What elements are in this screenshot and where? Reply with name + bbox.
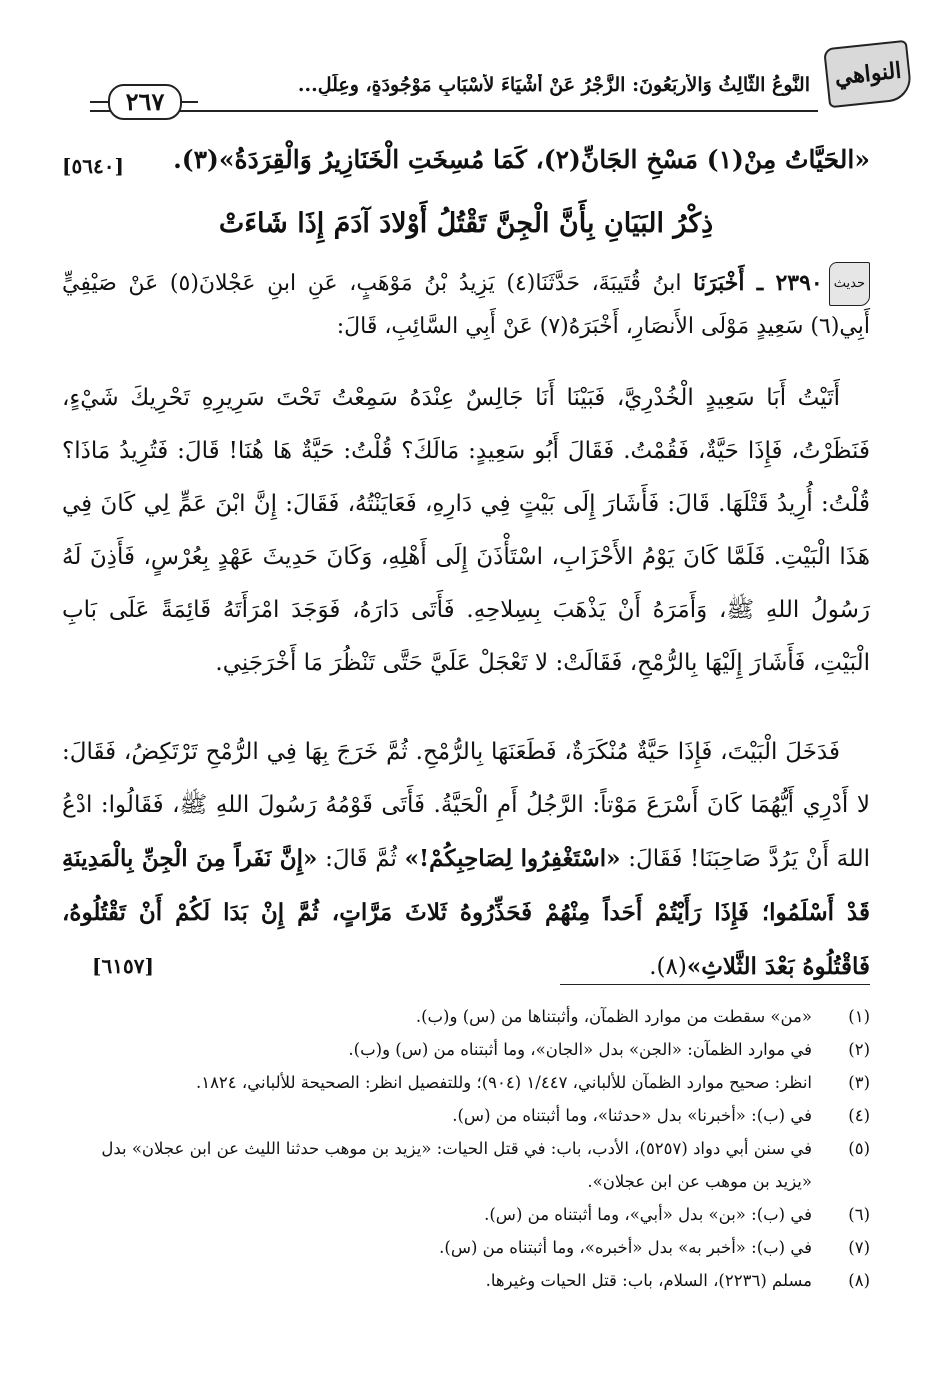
footnote-number: (٨)	[848, 1271, 870, 1290]
p2-reference: [٦١٥٧]	[92, 954, 154, 978]
footnote-number: (٢)	[848, 1040, 870, 1059]
hadith-number: ٢٣٩٠ ـ أَخْبَرَنَا	[693, 270, 823, 296]
footnote	[62, 1000, 870, 1033]
footnote-number: (٧)	[848, 1238, 870, 1257]
running-title: النَّوعُ الثَّالِثُ وَالأَربَعُونَ: الزَّجْرُ عَنْ أَشْيَاءَ لأسْبَابٍ مَوْجُودَةٍ، وعِلَلٍ...	[297, 74, 810, 96]
p2-bold-quote-1: «اسْتَغْفِرُوا لِصَاحِبِكُمْ!»	[404, 845, 621, 872]
footnote	[62, 1132, 870, 1198]
footnote-number: (٣)	[848, 1073, 870, 1092]
quote-reference: [٥٦٤٠]	[62, 154, 124, 178]
quote-line	[62, 140, 870, 180]
narration-paragraph-2	[62, 726, 870, 994]
page-number: ٢٦٧	[108, 84, 182, 120]
quote-text: «الحَيَّاتُ مِنْ(١) مَسْخِ الجَانِّ(٢)، كَمَا مُسِخَتِ الْخَنَازِيرُ وَالْقِرَدَةُ»(٣).	[173, 145, 870, 174]
footnote	[62, 1264, 870, 1297]
header-rule	[90, 110, 818, 112]
footnote-text: في موارد الظمآن: «الجن» بدل «الجان»، وما أثبتناه من (س) و(ب).	[348, 1040, 812, 1059]
footnote-number: (٦)	[848, 1205, 870, 1224]
page-header	[80, 30, 910, 122]
footnote-text: «من» سقطت من موارد الظمآن، وأثبتناها من (س) و(ب).	[415, 1007, 812, 1026]
page-number-box	[90, 82, 198, 122]
footnote-text: انظر: صحيح موارد الظمآن للألباني، ١/٤٤٧ (٩٠٤)؛ وللتفصيل انظر: الصحيحة للألباني، ١٨٢٤.	[195, 1073, 812, 1092]
footnote	[62, 1099, 870, 1132]
footnote	[62, 1231, 870, 1264]
chapter-tab: النواهي	[823, 40, 913, 108]
p2-mid: ثُمَّ قَالَ:	[317, 846, 405, 872]
footnote-number: (٤)	[848, 1106, 870, 1125]
footnotes	[62, 1000, 870, 1297]
section-heading: ذِكْرُ البَيَانِ بِأَنَّ الْجِنَّ تَقْتُلُ أَوْلادَ آدَمَ إِذَا شَاءَتْ	[218, 208, 714, 239]
footnote-text: في سنن أبي دواد (٥٢٥٧)، الأدب، باب: في قتل الحيات: «يزيد بن موهب حدثنا الليث عن ابن عجلان» بدل «يزيد بن موهب عن ابن عجلان».	[101, 1139, 812, 1191]
footnote-number: (٥)	[848, 1139, 870, 1158]
hadith-badge: حديث	[829, 262, 870, 306]
footnote-text: في (ب): «أخبرنا» بدل «حدثنا»، وما أثبتناه من (س).	[452, 1106, 812, 1125]
p2-text: فَدَخَلَ الْبَيْتَ، فَإِذَا حَيَّةٌ مُنْكَرَةٌ، فَطَعَنَهَا بِالرُّمْحِ. ثُمَّ خَرَجَ بِهَا فِي الرُّمْحِ تَرْتَكِضُ، فَقَالَ: لا أَدْرِي أَيُّهُمَا كَانَ أَسْرَعَ مَوْتاً: الرَّجُلُ أَمِ الْحَيَّةُ. فَأَتَى قَوْمُهُ رَسُولَ اللهِ ﷺ، فَقَالُوا: ادْعُ اللهَ أَنْ يَرُدَّ صَاحِبَنَا! فَقَالَ:	[62, 739, 870, 872]
footnote-text: في (ب): «أخبر به» بدل «أخبره»، وما أثبتناه من (س).	[439, 1238, 812, 1257]
footnote-number: (١)	[848, 1007, 870, 1026]
footnote	[62, 1198, 870, 1231]
footnote-separator	[560, 984, 870, 985]
isnad-paragraph	[62, 262, 870, 348]
p2-bold-quote-2: «إِنَّ نَفَراً مِنَ الْجِنِّ بِالْمَدِينَةِ قَدْ أَسْلَمُوا؛ فَإِذَا رَأَيْتُمْ أَحَداً مِنْهُمْ فَحَذِّرُوهُ ثَلاثَ مَرَّاتٍ، ثُمَّ إِنْ بَدَا لَكُمْ أَنْ تَقْتُلُوهُ، فَاقْتُلُوهُ بَعْدَ الثَّلاثِ»	[62, 845, 870, 980]
footnote	[62, 1033, 870, 1066]
footnote-text: في (ب): «بن» بدل «أبي»، وما أثبتناه من (س).	[484, 1205, 812, 1224]
footnote-text: مسلم (٢٢٣٦)، السلام، باب: قتل الحيات وغيرها.	[485, 1271, 812, 1290]
isnad-text: ابنُ قُتَيبَةَ، حَدَّثَنَا(٤) يَزِيدُ بْنُ مَوْهَبٍ، عَنِ ابنِ عَجْلانَ(٥) عَنْ صَيْفِيٍّ أَبِي(٦) سَعِيدٍ مَوْلَى الأَنصَارِ، أَخْبَرَهُ(٧) عَنْ أَبِي السَّائِبِ، قَالَ:	[62, 271, 870, 339]
narration-paragraph-1: أَتَيْتُ أَبَا سَعِيدٍ الْخُدْرِيَّ، فَبَيْنَا أَنَا جَالِسٌ عِنْدَهُ سَمِعْتُ تَحْتَ سَرِيرِهِ تَحْرِيكَ شَيْءٍ، فَنَظَرْتُ، فَإِذَا حَيَّةٌ، فَقُمْتُ. فَقَالَ أَبُو سَعِيدٍ: مَالَكَ؟ قُلْتُ: حَيَّةٌ هَا هُنَا! قَالَ: فَتُرِيدُ مَاذَا؟ قُلْتُ: أُرِيدُ قَتْلَهَا. قَالَ: فَأَشَارَ إِلَى بَيْتٍ فِي دَارِهِ، فَعَايَنْتُهُ، فَقَالَ: إِنَّ ابْنَ عَمٍّ لِي كَانَ فِي هَذَا الْبَيْتِ. فَلَمَّا كَانَ يَوْمُ الأَحْزَابِ، اسْتَأْذَنَ إِلَى أَهْلِهِ، وَكَانَ حَدِيثَ عَهْدٍ بِعُرْسٍ، فَأَذِنَ لَهُ رَسُولُ اللهِ ﷺ، وَأَمَرَهُ أَنْ يَذْهَبَ بِسِلاحِهِ. فَأَتَى دَارَهُ، فَوَجَدَ امْرَأَتَهُ قَائِمَةً عَلَى بَابِ الْبَيْتِ، فَأَشَارَ إِلَيْهَا بِالرُّمْحِ، فَقَالَتْ: لا تَعْجَلْ عَلَيَّ حَتَّى تَنْظُرَ مَا أَخْرَجَنِي.	[62, 385, 870, 676]
footnote	[62, 1066, 870, 1099]
p2-tail: (٨).	[649, 954, 687, 980]
